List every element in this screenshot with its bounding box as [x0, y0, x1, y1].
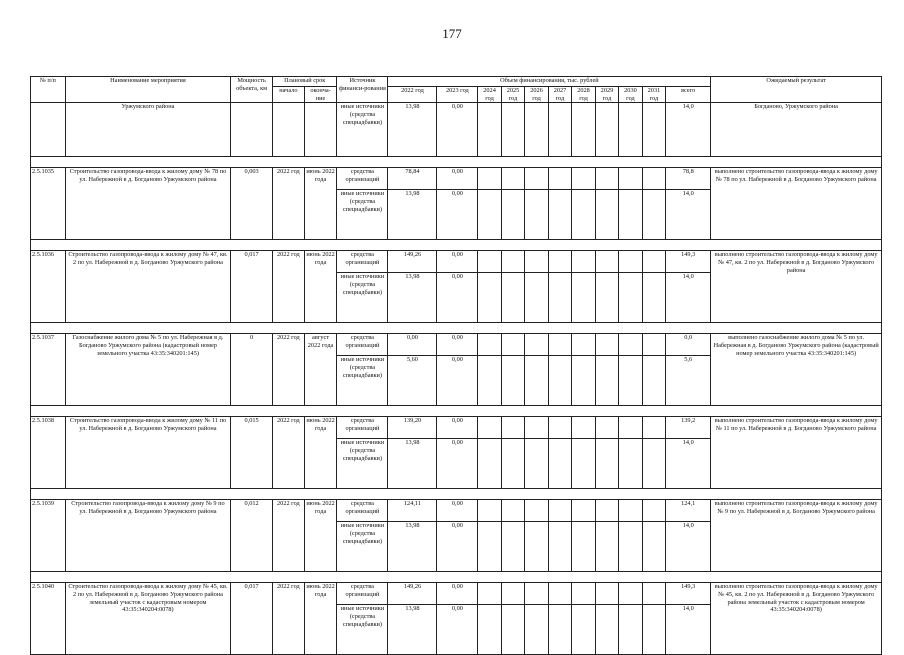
row-y2022-other: 13,98 [388, 605, 437, 655]
row-total-other: 14,0 [666, 190, 711, 240]
cont-y2022: 13,98 [388, 103, 437, 157]
row-capacity: 0,003 [231, 168, 273, 240]
header-year: 2030 год [619, 87, 642, 103]
row-y2022-orgs: 149,26 [388, 251, 437, 273]
header-year: 2026 год [525, 87, 548, 103]
row-y2023-other: 0,00 [437, 605, 478, 655]
header-year: 2029 год [595, 87, 618, 103]
row-source-orgs: средства организаций [337, 334, 388, 356]
row-y2023-orgs: 0,00 [437, 417, 478, 439]
row-total-orgs: 139,2 [666, 417, 711, 439]
row-capacity: 0,017 [231, 251, 273, 323]
row-source-orgs: средства организаций [337, 583, 388, 605]
row-end: июнь 2022 года [304, 168, 337, 240]
header-year: 2028 год [572, 87, 595, 103]
cont-result: Богданово, Уржумского района [711, 103, 882, 157]
row-y2022-orgs: 124,11 [388, 500, 437, 522]
row-y2022-orgs: 149,26 [388, 583, 437, 605]
cont-source: иные источники (средства спецнадбавки) [337, 103, 388, 157]
row-start: 2022 год [273, 417, 305, 489]
row-num: 2.5.1039 [31, 500, 66, 572]
row-separator [31, 323, 882, 334]
row-total-other: 14,0 [666, 605, 711, 655]
row-y2022-orgs: 0,00 [388, 334, 437, 356]
row-start: 2022 год [273, 334, 305, 406]
row-capacity: 0,015 [231, 417, 273, 489]
row-name: Строительство газопровода-ввода к жилому дому № 9 по ул. Набережной в д. Богданово Уржумского района [65, 500, 230, 572]
row-num: 2.5.1036 [31, 251, 66, 323]
row-name: Строительство газопровода-ввода к жилому дому № 78 по ул. Набережной в д. Богданово Уржумского района [65, 168, 230, 240]
row-source-orgs: средства организаций [337, 417, 388, 439]
row-source-orgs: средства организаций [337, 500, 388, 522]
row-separator [31, 157, 882, 168]
row-source-other: иные источники (средства спецнадбавки) [337, 190, 388, 240]
row-y2022-other: 13,98 [388, 273, 437, 323]
row-result: выполнено строительство газопровода-ввода к жилому дому № 11 по ул. Набережной в д. Богданово Уржумского района [711, 417, 882, 489]
row-total-orgs: 124,1 [666, 500, 711, 522]
row-total-orgs: 149,3 [666, 251, 711, 273]
table-header [31, 77, 882, 103]
header-start: начало [273, 87, 305, 103]
row-y2022-other: 5,60 [388, 356, 437, 406]
header-end: оконча-ние [304, 87, 337, 103]
row-total-orgs: 149,3 [666, 583, 711, 605]
row-num: 2.5.1038 [31, 417, 66, 489]
row-source-orgs: средства организаций [337, 251, 388, 273]
row-end: июнь 2022 года [304, 500, 337, 572]
header-year: 2027 год [548, 87, 571, 103]
table-row [31, 334, 882, 356]
header-result: Ожидаемый результат [711, 77, 882, 103]
row-result: выполнено строительство газопровода-ввода к жилому дому № 47, кв. 2 по ул. Набережной в д. Богданово Уржумского района [711, 251, 882, 323]
row-num: 2.5.1035 [31, 168, 66, 240]
row-source-other: иные источники (средства спецнадбавки) [337, 356, 388, 406]
row-y2023-orgs: 0,00 [437, 583, 478, 605]
row-source-other: иные источники (средства спецнадбавки) [337, 439, 388, 489]
row-start: 2022 год [273, 168, 305, 240]
row-y2023-other: 0,00 [437, 273, 478, 323]
row-num: 2.5.1037 [31, 334, 66, 406]
row-result: выполнено газоснабжение жилого дома № 5 по ул. Набережная в д. Богданово Уржумского района (кадастровый номер земельного участка 43:35:340201:145) [711, 334, 882, 406]
row-y2023-orgs: 0,00 [437, 334, 478, 356]
header-name: Наименование мероприятия [65, 77, 230, 103]
row-name: Строительство газопровода-ввода к жилому дому № 11 по ул. Набережной в д. Богданово Уржумского района [65, 417, 230, 489]
row-y2022-orgs: 78,84 [388, 168, 437, 190]
header-year: 2024 год [478, 87, 501, 103]
row-start: 2022 год [273, 251, 305, 323]
row-y2023-other: 0,00 [437, 522, 478, 572]
row-y2022-other: 13,98 [388, 190, 437, 240]
row-total-other: 14,0 [666, 522, 711, 572]
row-total-other: 14,0 [666, 439, 711, 489]
table-body [31, 103, 882, 655]
row-capacity: 0 [231, 334, 273, 406]
cont-name: Уржумского района [65, 103, 230, 157]
row-source-other: иные источники (средства спецнадбавки) [337, 605, 388, 655]
header-plan-term: Плановый срок [273, 77, 337, 87]
header-year: 2025 год [501, 87, 524, 103]
row-total-other: 5,6 [666, 356, 711, 406]
header-volume: Объем финансирования, тыс. рублей [388, 77, 711, 87]
row-num: 2.5.1040 [31, 583, 66, 655]
row-y2022-orgs: 139,20 [388, 417, 437, 439]
row-total-orgs: 78,8 [666, 168, 711, 190]
row-y2023-orgs: 0,00 [437, 500, 478, 522]
financing-table [30, 76, 882, 655]
row-separator [31, 406, 882, 417]
row-y2023-other: 0,00 [437, 356, 478, 406]
row-end: июнь 2022 года [304, 583, 337, 655]
row-y2023-orgs: 0,00 [437, 168, 478, 190]
row-y2022-other: 13,98 [388, 439, 437, 489]
table-row [31, 251, 882, 273]
row-separator [31, 489, 882, 500]
row-total-orgs: 0,0 [666, 334, 711, 356]
cont-y2023: 0,00 [437, 103, 478, 157]
row-result: выполнено строительство газопровода-ввода к жилому дому № 9 по ул. Набережной в д. Богданово Уржумского района [711, 500, 882, 572]
header-year: 2023 год [437, 87, 478, 103]
row-name: Строительство газопровода-ввода к жилому дому № 47, кв. 2 по ул. Набережной в д. Богданово Уржумского района [65, 251, 230, 323]
row-name: Газоснабжение жилого дома № 5 по ул. Набережная в д. Богданово Уржумского района (кадастровый номер земельного участка 43:35:340201:145) [65, 334, 230, 406]
row-source-other: иные источники (средства спецнадбавки) [337, 522, 388, 572]
header-source: Источник финанси-рования [337, 77, 388, 103]
row-end: август 2022 года [304, 334, 337, 406]
page-number: 177 [442, 26, 462, 41]
row-y2023-other: 0,00 [437, 439, 478, 489]
header-capacity: Мощность объекта, км [231, 77, 273, 103]
row-separator [31, 572, 882, 583]
row-source-other: иные источники (средства спецнадбавки) [337, 273, 388, 323]
row-end: июнь 2022 года [304, 251, 337, 323]
row-y2022-other: 13,98 [388, 522, 437, 572]
row-separator [31, 240, 882, 251]
row-end: июнь 2022 года [304, 417, 337, 489]
row-result: выполнено строительство газопровода-ввода к жилому дому № 45, кв. 2 по ул. Набережной в д. Богданово Уржумского района земельный участок с кадастровым номером 43:35:340204:0078) [711, 583, 882, 655]
row-start: 2022 год [273, 500, 305, 572]
continuation-row [31, 103, 882, 157]
row-source-orgs: средства организаций [337, 168, 388, 190]
row-capacity: 0,012 [231, 500, 273, 572]
table-row [31, 168, 882, 190]
table-row [31, 500, 882, 522]
table-row [31, 417, 882, 439]
header-year: 2022 год [388, 87, 437, 103]
row-result: выполнено строительство газопровода-ввода к жилому дому № 78 по ул. Набережной в д. Богданово Уржумского района [711, 168, 882, 240]
cont-total: 14,0 [666, 103, 711, 157]
row-total-other: 14,0 [666, 273, 711, 323]
row-name: Строительство газопровода-ввода к жилому дому № 45, кв. 2 по ул. Набережной в д. Богданово Уржумского района земельный участок с кадастровым номером 43:35:340204:0078) [65, 583, 230, 655]
header-total: всего [666, 87, 711, 103]
table-row [31, 583, 882, 605]
row-y2023-other: 0,00 [437, 190, 478, 240]
row-start: 2022 год [273, 583, 305, 655]
row-y2023-orgs: 0,00 [437, 251, 478, 273]
header-num: № п/п [31, 77, 66, 103]
header-year: 2031 год [642, 87, 665, 103]
row-capacity: 0,017 [231, 583, 273, 655]
